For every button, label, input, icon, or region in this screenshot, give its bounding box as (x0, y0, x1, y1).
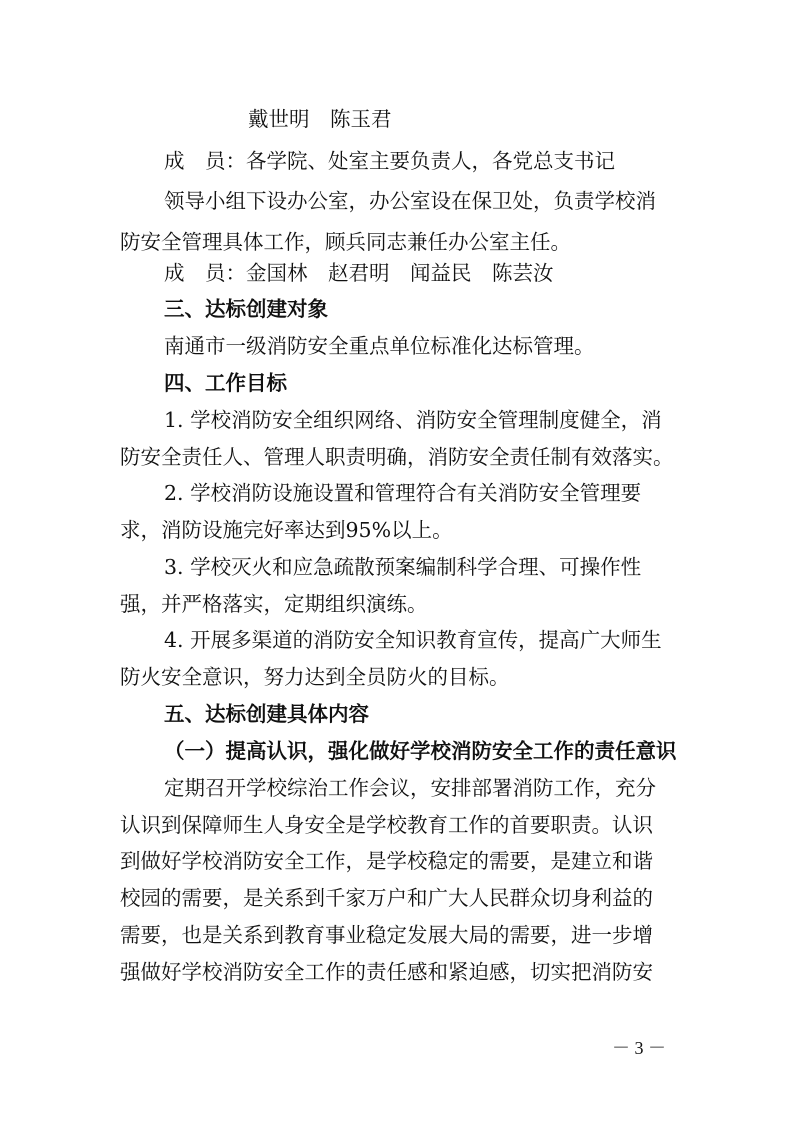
goal-2-line-1: 2. 学校消防设施设置和管理符合有关消防安全管理要 (164, 481, 642, 505)
goal-4-line-2: 防火安全意识，努力达到全员防火的目标。 (120, 665, 510, 689)
leader-names-line: 戴世明 陈玉君 (248, 107, 392, 131)
section-heading-4: 四、工作目标 (164, 371, 287, 395)
body-paragraph-line-4: 校园的需要，是关系到千家万户和广大人民群众切身利益的 (120, 886, 653, 910)
office-paragraph-line-2: 防安全管理具体工作，顾兵同志兼任办公室主任。 (120, 230, 571, 254)
members-line-1: 成 员：各学院、处室主要负责人，各党总支书记 (164, 149, 615, 173)
section-3-body: 南通市一级消防安全重点单位标准化达标管理。 (164, 334, 595, 358)
goal-3-line-1: 3. 学校灭火和应急疏散预案编制科学合理、可操作性 (164, 555, 642, 579)
goal-2-line-2: 求，消防设施完好率达到95%以上。 (120, 518, 453, 542)
members-line-2: 成 员：金国林 赵君明 闻益民 陈芸汝 (164, 261, 554, 285)
body-paragraph-line-1: 定期召开学校综治工作会议，安排部署消防工作，充分 (164, 776, 656, 800)
goal-1-line-1: 1. 学校消防安全组织网络、消防安全管理制度健全，消 (164, 408, 662, 432)
body-paragraph-line-5: 需要，也是关系到教育事业稳定发展大局的需要，进一步增 (120, 923, 653, 947)
goal-1-line-2: 防安全责任人、管理人职责明确，消防安全责任制有效落实。 (120, 445, 674, 469)
body-paragraph-line-2: 认识到保障师生人身安全是学校教育工作的首要职责。认识 (120, 813, 653, 837)
section-heading-3: 三、达标创建对象 (164, 297, 328, 321)
goal-4-line-1: 4. 开展多渠道的消防安全知识教育宣传，提高广大师生 (164, 628, 662, 652)
body-paragraph-line-6: 强做好学校消防安全工作的责任感和紧迫感，切实把消防安 (120, 960, 653, 984)
subsection-heading-1: （一）提高认识，强化做好学校消防安全工作的责任意识 (164, 739, 677, 763)
office-paragraph-line-1: 领导小组下设办公室，办公室设在保卫处，负责学校消 (164, 189, 656, 213)
goal-3-line-2: 强，并严格落实，定期组织演练。 (120, 592, 428, 616)
section-heading-5: 五、达标创建具体内容 (164, 702, 369, 726)
body-paragraph-line-3: 到做好学校消防安全工作，是学校稳定的需要，是建立和谐 (120, 849, 653, 873)
page-number: － 3 － (612, 1038, 666, 1058)
